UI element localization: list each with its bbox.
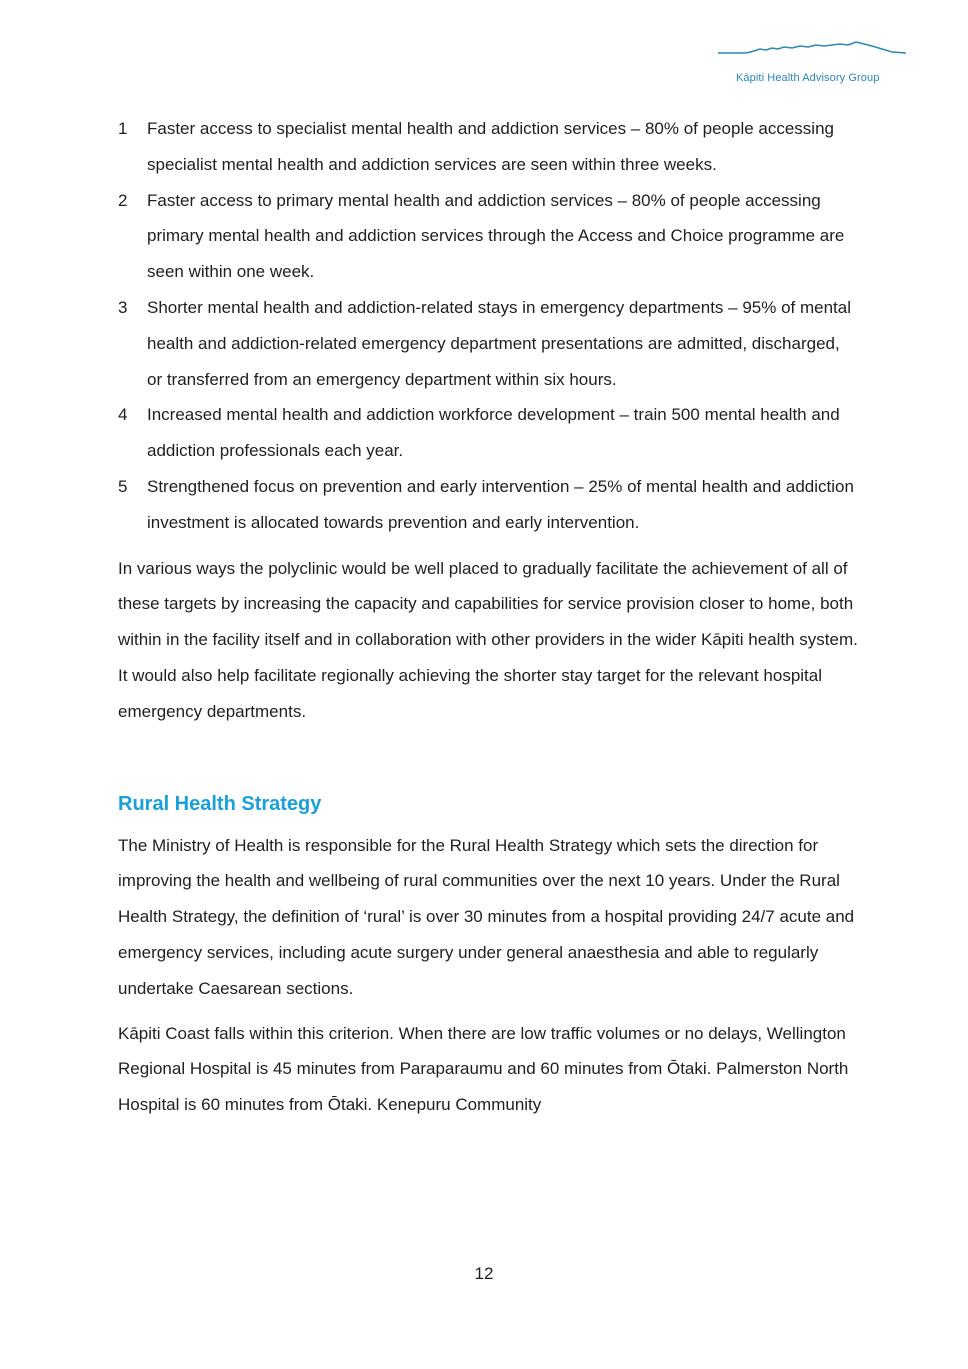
list-number: 5: [118, 476, 128, 496]
list-item: [118, 183, 858, 290]
paragraph-rural-strategy: The Ministry of Health is responsible for the Rural Health Strategy which sets the direction for improving the health and wellbeing of rural communities over the next 10 years. Under the Rural Health Strategy, the definition of ‘rural’ is over 30 minutes from a hospital providing 24/7 acute and emergency services, including acute surgery under general anaesthesia and able to regularly undertake Caesarean sections.: [118, 835, 855, 998]
list-text: Faster access to primary mental health and addiction services – 80% of people accessing primary mental health and addiction services through the Access and Choice programme are seen within one week.: [147, 190, 845, 282]
mountain-line-icon: [716, 36, 908, 66]
page-number: 12: [474, 1264, 494, 1283]
list-item: [118, 111, 858, 183]
targets-list: [118, 111, 858, 541]
list-item: [118, 469, 858, 541]
header-logo: [716, 36, 908, 90]
list-number: 3: [118, 297, 128, 317]
org-name: Kāpiti Health Advisory Group: [736, 72, 880, 84]
list-text: Strengthened focus on prevention and early intervention – 25% of mental health and addiction investment is allocated towards prevention and early intervention.: [147, 476, 854, 532]
document-body: [118, 111, 858, 1123]
paragraph-polyclinic: In various ways the polyclinic would be well placed to gradually facilitate the achievement of all of these targets by increasing the capacity and capabilities for service provision closer to home, both within in the facility itself and in collaboration with other providers in the wider Kāpiti health system. It would also help facilitate regionally achieving the shorter stay target for the relevant hospital emergency departments.: [118, 558, 858, 721]
paragraph-kapiti-coast: Kāpiti Coast falls within this criterion. When there are low traffic volumes or no delays, Wellington Regional Hospital is 45 minutes from Paraparaumu and 60 minutes from Ōtaki. Palmerston North Hospital is 60 minutes from Ōtaki. Kenepuru Community: [118, 1023, 849, 1115]
section-heading: Rural Health Strategy: [118, 792, 322, 815]
list-text: Faster access to specialist mental health and addiction services – 80% of people accessing specialist mental health and addiction services are seen within three weeks.: [147, 119, 834, 174]
list-text: Shorter mental health and addiction-related stays in emergency departments – 95% of mental health and addiction-related emergency department presentations are admitted, discharged, or transferred from an emergency department within six hours.: [147, 297, 852, 389]
list-item: [118, 290, 858, 397]
list-text: Increased mental health and addiction workforce development – train 500 mental health and addiction professionals each year.: [147, 405, 840, 461]
list-number: 2: [118, 190, 128, 210]
list-item: [118, 397, 858, 469]
list-number: 4: [118, 405, 128, 425]
list-number: 1: [118, 119, 128, 138]
